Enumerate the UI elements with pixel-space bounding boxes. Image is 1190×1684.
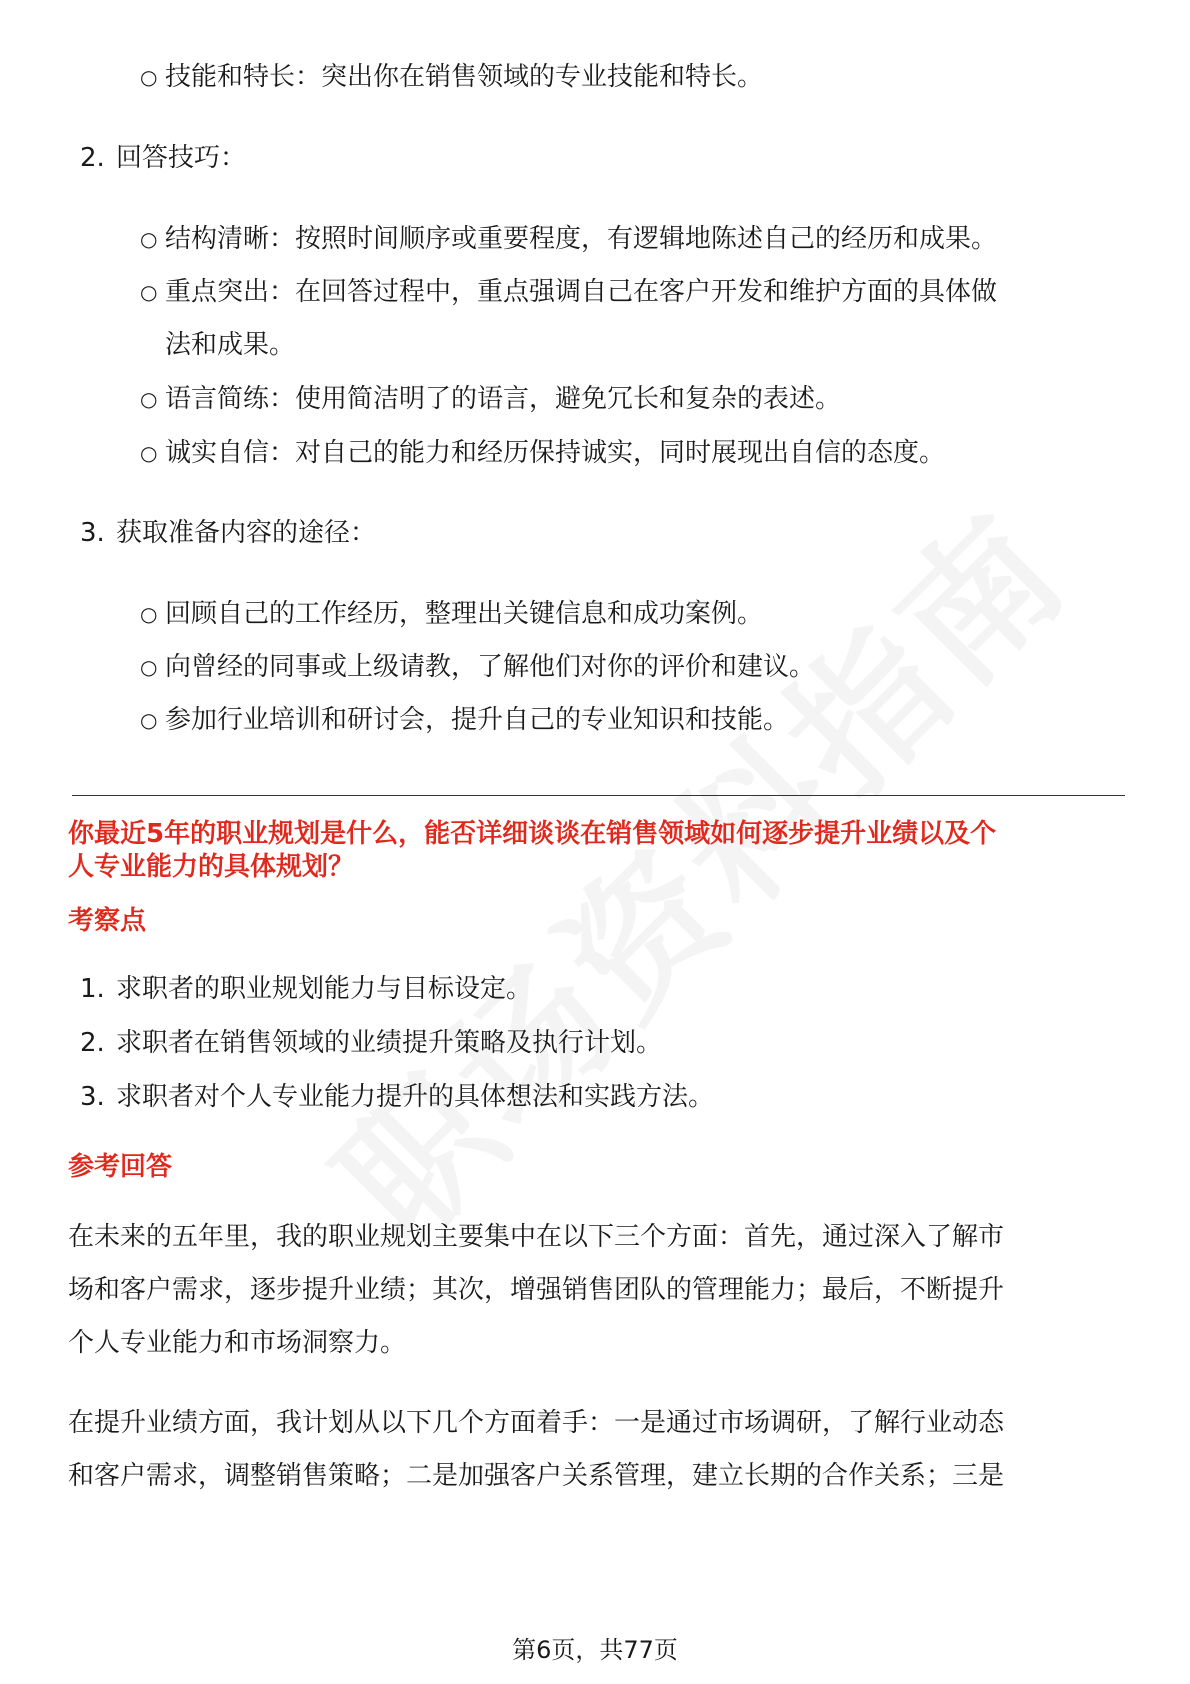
paragraph-line: 在提升业绩方面，我计划从以下几个方面着手：一是通过市场调研，了解行业动态: [68, 1408, 1005, 1438]
list-item: 语言简练：使用简洁明了的语言，避免冗长和复杂的表述。: [165, 384, 842, 414]
bullet-icon: ○: [140, 655, 158, 679]
paragraph-line: 在未来的五年里，我的职业规划主要集中在以下三个方面：首先，通过深入了解市: [68, 1222, 1005, 1252]
list-item: 回顾自己的工作经历，整理出关键信息和成功案例。: [165, 599, 764, 629]
list-item: 结构清晰：按照时间顺序或重要程度，有逻辑地陈述自己的经历和成果。: [165, 224, 998, 254]
list-number: 3.: [80, 1082, 105, 1112]
paragraph-line: 个人专业能力和市场洞察力。: [68, 1328, 407, 1358]
list-number: 1.: [80, 974, 105, 1004]
paragraph-line: 场和客户需求，逐步提升业绩；其次，增强销售团队的管理能力；最后，不断提升: [68, 1275, 1005, 1305]
list-item-continuation: 法和成果。: [165, 330, 296, 360]
watermark: [282, 456, 1105, 1279]
list-item: 求职者对个人专业能力提升的具体想法和实践方法。: [116, 1082, 715, 1112]
list-item: 诚实自信：对自己的能力和经历保持诚实，同时展现出自信的态度。: [165, 438, 946, 468]
list-number: 3.: [80, 518, 105, 548]
reference-title: 参考回答: [68, 1152, 173, 1182]
bullet-icon: ○: [140, 280, 158, 304]
list-item: 技能和特长：突出你在销售领域的专业技能和特长。: [165, 62, 764, 92]
section-heading: 获取准备内容的途径：: [116, 518, 377, 548]
assessment-title: 考察点: [68, 906, 147, 936]
paragraph-line: 和客户需求，调整销售策略；二是加强客户关系管理，建立长期的合作关系；三是: [68, 1461, 1005, 1491]
list-number: 2.: [80, 1028, 105, 1058]
bullet-icon: ○: [140, 387, 158, 411]
bullet-icon: ○: [140, 441, 158, 465]
bullet-icon: ○: [140, 602, 158, 626]
bullet-icon: ○: [140, 65, 158, 89]
section-heading: 回答技巧：: [116, 143, 247, 173]
list-item: 参加行业培训和研讨会，提升自己的专业知识和技能。: [165, 705, 790, 735]
bullet-icon: ○: [140, 708, 158, 732]
list-item: 求职者的职业规划能力与目标设定。: [116, 974, 533, 1004]
page-number: 第6页，共77页: [512, 1636, 678, 1664]
question-title: 你最近5年的职业规划是什么，能否详细谈谈在销售领域如何逐步提升业绩以及个: [68, 819, 997, 849]
list-item: 向曾经的同事或上级请教，了解他们对你的评价和建议。: [165, 652, 816, 682]
list-number: 2.: [80, 143, 105, 173]
section-divider: [72, 795, 1125, 796]
list-item: 求职者在销售领域的业绩提升策略及执行计划。: [116, 1028, 663, 1058]
question-title-continuation: 人专业能力的具体规划？: [68, 852, 355, 882]
list-item: 重点突出：在回答过程中，重点强调自己在客户开发和维护方面的具体做: [165, 277, 998, 307]
bullet-icon: ○: [140, 227, 158, 251]
